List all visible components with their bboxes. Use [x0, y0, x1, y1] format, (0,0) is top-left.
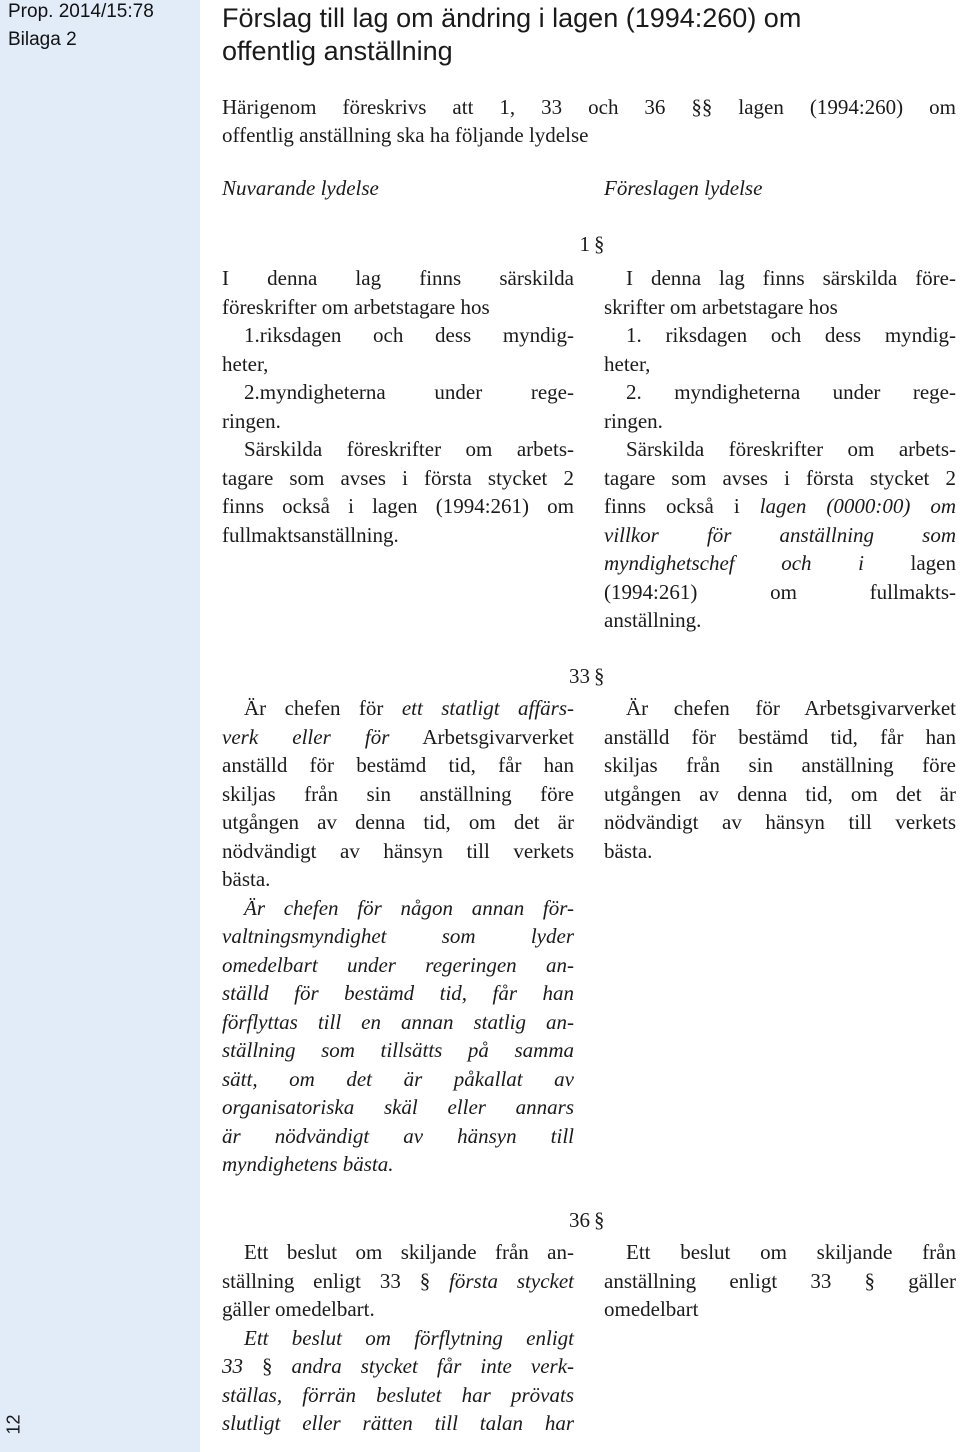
text-line: myndighetens bästa.	[222, 1152, 394, 1176]
intro-line: Härigenom föreskrivs att 1, 33 och 36 §§ lagen (1994:260) om	[222, 95, 956, 119]
page-title	[222, 2, 952, 68]
text-line: bästa.	[604, 838, 653, 863]
sidebar	[0, 0, 200, 1452]
text-span: gäller	[908, 1268, 957, 1293]
text-line: I denna lag finns särskilda före-	[626, 266, 956, 290]
text-line: utgången av denna tid, om det är	[604, 781, 956, 806]
paragraph-sign: §	[594, 664, 605, 688]
section-number: 36	[569, 1208, 590, 1232]
text-line: I denna lag finns särskilda	[222, 266, 574, 290]
paragraph-sign: §	[594, 232, 605, 256]
text-span: Är chefen för	[244, 696, 384, 720]
text-line: (1994:261) om fullmakts-	[604, 579, 956, 604]
text-line	[222, 1352, 574, 1381]
text-line: anställd för bestämd tid, får han	[604, 724, 956, 749]
text-line: ringen.	[604, 408, 663, 433]
text-line: anställd för bestämd tid, får han	[222, 753, 574, 777]
text-line: Ett beslut om skiljande från	[626, 1240, 956, 1264]
current-heading: Nuvarande lydelse	[222, 176, 379, 200]
text-line: ställning som tillsätts på samma	[222, 1038, 574, 1062]
text-line: 2. myndigheterna under rege-	[626, 380, 956, 404]
section-1-proposed	[604, 264, 956, 635]
text-span: verk eller för	[222, 724, 390, 749]
proposed-heading: Föreslagen lydelse	[604, 176, 763, 200]
text-line: skiljas från sin anställning före	[604, 753, 956, 777]
text-line: slutligt eller rätten till talan har	[222, 1411, 574, 1435]
paragraph-sign: §	[594, 1208, 605, 1232]
text-span: finns också i	[604, 494, 740, 518]
section-36-current	[222, 1238, 574, 1438]
text-span: lagen	[910, 551, 956, 575]
text-line: bästa.	[222, 867, 271, 891]
text-line: 1. riksdagen och dess myndig-	[626, 323, 956, 347]
section-36-marker	[540, 1208, 620, 1233]
intro-text	[222, 93, 956, 149]
text-line	[604, 1267, 956, 1296]
text-line: gäller omedelbart.	[222, 1297, 375, 1321]
section-33-marker	[540, 664, 620, 689]
text-line: 2.myndigheterna under rege-	[244, 380, 574, 404]
text-line: ringen.	[222, 408, 281, 433]
text-line: Ett beslut om förflytning enligt	[244, 1325, 574, 1350]
text-line	[604, 492, 956, 521]
title-line: Förslag till lag om ändring i lagen (1994:260) om	[222, 3, 802, 33]
text-line: tagare som avses i första stycket 2	[222, 465, 574, 490]
text-span: lagen (0000:00) om	[759, 494, 957, 518]
text-line	[604, 521, 956, 550]
page-number: 12	[3, 1414, 24, 1435]
text-line: fullmaktsanställning.	[222, 522, 399, 547]
text-line: nödvändigt av hänsyn till verkets	[604, 810, 956, 834]
text-line: finns också i lagen (1994:261) om	[222, 494, 574, 518]
text-line: sätt, om det är påkallat av	[222, 1066, 574, 1091]
text-line	[222, 1267, 574, 1296]
text-span: ställning enligt 33	[222, 1268, 401, 1293]
text-span: anställning enligt 33	[604, 1268, 832, 1293]
bilaga-label: Bilaga 2	[8, 29, 77, 50]
text-line: ställas, förrän beslutet har prövats	[222, 1382, 574, 1407]
text-line: utgången av denna tid, om det är	[222, 810, 574, 834]
text-line: ställd för bestämd tid, får han	[222, 981, 574, 1005]
section-1-marker	[540, 232, 620, 257]
text-line: Är chefen för Arbetsgivarverket	[626, 696, 956, 720]
text-line: tagare som avses i första stycket 2	[604, 465, 956, 490]
text-span: ett statligt affärs-	[401, 696, 575, 720]
text-line	[222, 694, 574, 723]
text-line: Särskilda föreskrifter om arbets-	[626, 437, 956, 461]
text-line: omedelbart under regeringen an-	[222, 952, 574, 977]
text-line: förflyttas till en annan statlig an-	[222, 1009, 574, 1034]
text-line: valtningsmyndighet som lyder	[222, 924, 574, 948]
text-line: Ett beslut om skiljande från an-	[244, 1240, 574, 1264]
text-line: anställning.	[604, 608, 702, 632]
text-line: organisatoriska skäl eller annars	[222, 1095, 574, 1119]
text-line: omedelbart	[604, 1297, 699, 1321]
section-number: 1	[579, 232, 590, 256]
paragraph-sign: §	[419, 1268, 431, 1293]
section-number: 33	[569, 664, 590, 688]
text-span: Arbetsgivarverket	[422, 724, 574, 749]
text-line: Är chefen för någon annan för-	[244, 895, 574, 920]
section-36-proposed	[604, 1238, 956, 1324]
text-line: är nödvändigt av hänsyn till	[222, 1123, 574, 1148]
text-line: heter,	[604, 351, 651, 376]
paragraph-sign: §	[864, 1268, 876, 1293]
prop-reference: Prop. 2014/15:78	[8, 1, 154, 22]
section-1-current	[222, 264, 574, 549]
text-line: nödvändigt av hänsyn till verkets	[222, 838, 574, 863]
text-span: första stycket	[449, 1268, 575, 1293]
intro-line: offentlig anställning ska ha följande lydelse	[222, 123, 589, 147]
text-line: skrifter om arbetstagare hos	[604, 294, 838, 319]
text-line	[604, 549, 956, 578]
text-span: villkor för anställning som	[604, 522, 956, 547]
text-span: myndighetschef och i	[604, 551, 864, 575]
text-line: 1.riksdagen och dess myndig-	[244, 323, 574, 347]
section-33-proposed	[604, 694, 956, 865]
text-line	[222, 723, 574, 752]
title-line: offentlig anställning	[222, 36, 453, 66]
text-line: skiljas från sin anställning före	[222, 781, 574, 806]
text-line: heter,	[222, 351, 269, 376]
text-line: föreskrifter om arbetstagare hos	[222, 294, 490, 319]
text-line: Särskilda föreskrifter om arbets-	[244, 437, 574, 461]
section-33-current	[222, 694, 574, 1179]
paragraph-sign: §	[262, 1354, 273, 1378]
text-span: 33	[222, 1354, 243, 1378]
text-span: andra stycket får inte verk-	[291, 1354, 575, 1378]
